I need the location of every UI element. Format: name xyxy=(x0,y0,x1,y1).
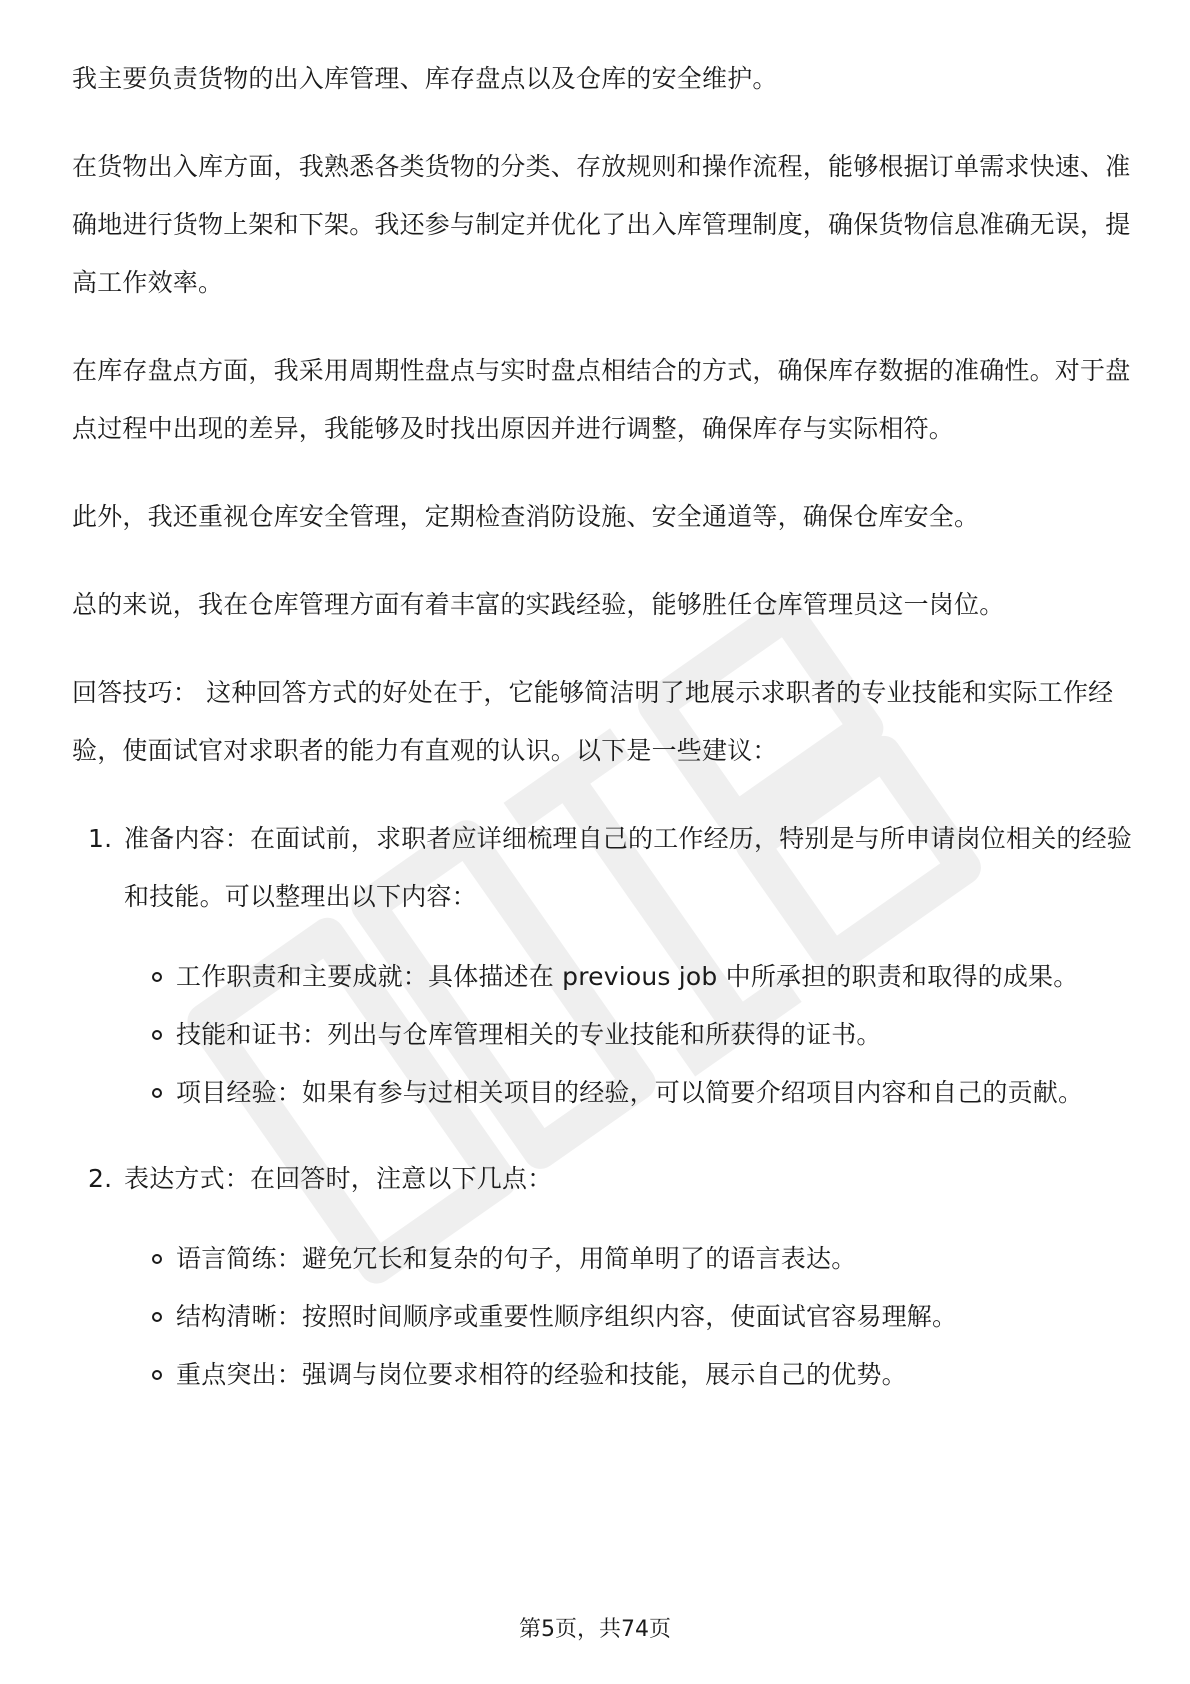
sub-list-item xyxy=(124,1006,1132,1064)
list-item-1 xyxy=(72,810,1132,1122)
circle-bullet-icon xyxy=(152,1312,162,1322)
sub-list xyxy=(124,1230,1132,1404)
paragraph-2: 在货物出入库方面，我熟悉各类货物的分类、存放规则和操作流程，能够根据订单需求快速、准确地进行货物上架和下架。我还参与制定并优化了出入库管理制度，确保货物信息准确无误，提高工作效率。 xyxy=(72,152,1131,297)
circle-bullet-icon xyxy=(152,972,162,982)
sub-list-item-text: 结构清晰：按照时间顺序或重要性顺序组织内容，使面试官容易理解。 xyxy=(176,1302,958,1331)
circle-bullet-icon xyxy=(152,1088,162,1098)
list-item-2 xyxy=(72,1150,1132,1404)
paragraph-3: 在库存盘点方面，我采用周期性盘点与实时盘点相结合的方式，确保库存数据的准确性。对于盘点过程中出现的差异，我能够及时找出原因并进行调整，确保库存与实际相符。 xyxy=(72,356,1131,443)
sub-list xyxy=(124,948,1132,1122)
paragraph-5: 总的来说，我在仓库管理方面有着丰富的实践经验，能够胜任仓库管理员这一岗位。 xyxy=(72,590,1005,619)
sub-list-item xyxy=(124,1230,1132,1288)
list-item-text: 准备内容：在面试前，求职者应详细梳理自己的工作经历，特别是与所申请岗位相关的经验和技能。可以整理出以下内容： xyxy=(124,824,1133,911)
sub-list-item xyxy=(124,1288,1132,1346)
paragraph-4: 此外，我还重视仓库安全管理，定期检查消防设施、安全通道等，确保仓库安全。 xyxy=(72,502,980,531)
sub-list-item-text: 项目经验：如果有参与过相关项目的经验，可以简要介绍项目内容和自己的贡献。 xyxy=(176,1078,1084,1107)
circle-bullet-icon xyxy=(152,1254,162,1264)
sub-list-item-text: 重点突出：强调与岗位要求相符的经验和技能，展示自己的优势。 xyxy=(176,1360,907,1389)
list-number: 1. xyxy=(88,824,113,853)
paragraph-1: 我主要负责货物的出入库管理、库存盘点以及仓库的安全维护。 xyxy=(72,64,778,93)
sub-list-item-text: 技能和证书：列出与仓库管理相关的专业技能和所获得的证书。 xyxy=(176,1020,882,1049)
sub-list-item xyxy=(124,1064,1132,1122)
list-number: 2. xyxy=(88,1164,113,1193)
document-body xyxy=(72,50,1132,1432)
circle-bullet-icon xyxy=(152,1370,162,1380)
sub-list-item xyxy=(124,948,1132,1006)
sub-list-item xyxy=(124,1346,1132,1404)
sub-list-item-text: 语言简练：避免冗长和复杂的句子，用简单明了的语言表达。 xyxy=(176,1244,857,1273)
paragraph-6: 回答技巧： 这种回答方式的好处在于，它能够简洁明了地展示求职者的专业技能和实际工作经验，使面试官对求职者的能力有直观的认识。以下是一些建议： xyxy=(72,678,1114,765)
list-item-text: 表达方式：在回答时，注意以下几点： xyxy=(124,1164,553,1193)
circle-bullet-icon xyxy=(152,1030,162,1040)
sub-list-item-text: 工作职责和主要成就：具体描述在 previous job 中所承担的职责和取得的成果。 xyxy=(176,962,1079,991)
page-number-footer: 第5页，共74页 xyxy=(519,1617,671,1642)
